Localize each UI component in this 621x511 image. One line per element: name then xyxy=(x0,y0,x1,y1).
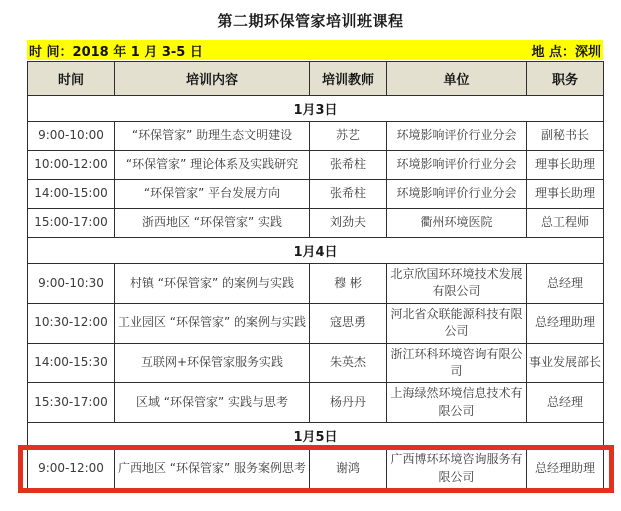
cell-content: 浙西地区 “环保管家” 实践 xyxy=(115,209,310,238)
cell-time: 9:00-10:00 xyxy=(28,122,115,151)
cell-time: 9:00-10:30 xyxy=(28,264,115,304)
cell-content: “环保管家” 助理生态文明建设 xyxy=(115,122,310,151)
cell-org: 衢州环境医院 xyxy=(387,209,527,238)
cell-teacher: 朱英杰 xyxy=(310,343,387,383)
date-section-label: 1月4日 xyxy=(28,238,604,264)
cell-role: 总经理助理 xyxy=(527,449,604,489)
date-section-label: 1月3日 xyxy=(28,96,604,122)
table-row xyxy=(28,303,604,343)
cell-teacher: 寇思勇 xyxy=(310,303,387,343)
header-time: 时间 xyxy=(28,62,115,96)
cell-content: “环保管家” 平台发展方向 xyxy=(115,180,310,209)
table-row xyxy=(28,180,604,209)
date-section-row xyxy=(28,423,604,449)
cell-teacher: 谢鸿 xyxy=(310,449,387,489)
cell-time: 10:00-12:00 xyxy=(28,151,115,180)
table-row xyxy=(28,122,604,151)
cell-role: 总经理 xyxy=(527,264,604,304)
cell-role: 理事长助理 xyxy=(527,151,604,180)
cell-time: 15:30-17:00 xyxy=(28,383,115,423)
table-row xyxy=(28,383,604,423)
cell-teacher: 刘劲夫 xyxy=(310,209,387,238)
cell-time: 10:30-12:00 xyxy=(28,303,115,343)
header-org: 单位 xyxy=(387,62,527,96)
header-row xyxy=(28,62,604,96)
cell-content: 广西地区 “环保管家” 服务案例思考 xyxy=(115,449,310,489)
cell-teacher: 苏艺 xyxy=(310,122,387,151)
cell-role: 总工程师 xyxy=(527,209,604,238)
table-body xyxy=(28,96,604,489)
info-time-label: 时 间：2018 年 1 月 3-5 日 xyxy=(29,44,203,60)
info-bar xyxy=(27,40,603,60)
cell-role: 理事长助理 xyxy=(527,180,604,209)
cell-content: “环保管家” 理论体系及实践研究 xyxy=(115,151,310,180)
table-row xyxy=(28,151,604,180)
cell-time: 14:00-15:30 xyxy=(28,343,115,383)
cell-role: 总经理 xyxy=(527,383,604,423)
header-teacher: 培训教师 xyxy=(310,62,387,96)
cell-content: 区域 “环保管家” 实践与思考 xyxy=(115,383,310,423)
cell-teacher: 杨丹丹 xyxy=(310,383,387,423)
table-row xyxy=(28,343,604,383)
content-wrap xyxy=(27,40,603,489)
page-title: 第二期环保管家培训班课程 xyxy=(217,12,404,30)
date-section-row xyxy=(28,96,604,122)
table-row xyxy=(28,264,604,304)
table-row xyxy=(28,449,604,489)
cell-content: 工业园区 “环保管家” 的案例与实践 xyxy=(115,303,310,343)
cell-org: 河北省众联能源科技有限公司 xyxy=(387,303,527,343)
header-role: 职务 xyxy=(527,62,604,96)
table-row xyxy=(28,209,604,238)
header-content: 培训内容 xyxy=(115,62,310,96)
info-location-label: 地 点：深圳 xyxy=(531,44,601,60)
cell-time: 9:00-12:00 xyxy=(28,449,115,489)
cell-role: 副秘书长 xyxy=(527,122,604,151)
date-section-row xyxy=(28,238,604,264)
cell-content: 村镇 “环保管家” 的案例与实践 xyxy=(115,264,310,304)
cell-org: 浙江环科环境咨询有限公司 xyxy=(387,343,527,383)
cell-org: 北京欣国环环境技术发展有限公司 xyxy=(387,264,527,304)
cell-time: 14:00-15:00 xyxy=(28,180,115,209)
cell-time: 15:00-17:00 xyxy=(28,209,115,238)
cell-org: 环境影响评价行业分会 xyxy=(387,151,527,180)
date-section-label: 1月5日 xyxy=(28,423,604,449)
cell-teacher: 张希柱 xyxy=(310,151,387,180)
cell-org: 广西博环环境咨询服务有限公司 xyxy=(387,449,527,489)
cell-org: 环境影响评价行业分会 xyxy=(387,122,527,151)
cell-role: 总经理助理 xyxy=(527,303,604,343)
cell-role: 事业发展部长 xyxy=(527,343,604,383)
cell-org: 上海绿然环境信息技术有限公司 xyxy=(387,383,527,423)
cell-teacher: 张希柱 xyxy=(310,180,387,209)
table-header xyxy=(28,62,604,96)
schedule-table xyxy=(27,61,604,489)
cell-org: 环境影响评价行业分会 xyxy=(387,180,527,209)
cell-content: 互联网+环保管家服务实践 xyxy=(115,343,310,383)
cell-teacher: 穆 彬 xyxy=(310,264,387,304)
